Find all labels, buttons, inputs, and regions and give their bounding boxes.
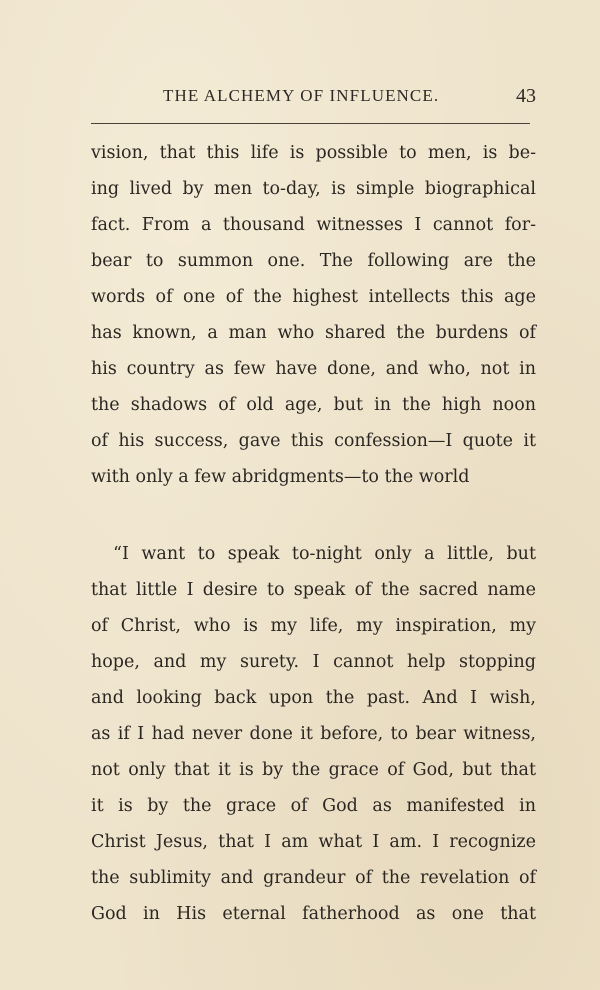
text-line: as if I had never done it before, to bear witness, <box>91 724 536 744</box>
text-line: “I want to speak to-night only a little, but <box>113 544 536 564</box>
text-line: vision, that this life is possible to men, is be- <box>91 143 536 163</box>
text-line: and looking back upon the past. And I wish, <box>91 688 536 708</box>
text-line: has known, a man who shared the burdens of <box>91 323 536 343</box>
text-line: Christ Jesus, that I am what I am. I recognize <box>91 832 536 852</box>
text-line: fact. From a thousand witnesses I cannot for- <box>91 215 536 235</box>
running-title: THE ALCHEMY OF INFLUENCE. <box>163 86 440 105</box>
text-line: words of one of the highest intellects this age <box>91 287 536 307</box>
text-line: not only that it is by the grace of God, but that <box>91 760 536 780</box>
page-number: 43 <box>516 85 536 107</box>
paragraph-2-quotation <box>91 536 536 932</box>
paragraph-1 <box>91 135 536 495</box>
text-line: of Christ, who is my life, my inspiration, my <box>91 616 536 636</box>
text-line: with only a few abridgments—to the world <box>91 467 470 487</box>
text-line: God in His eternal fatherhood as one that <box>91 904 536 924</box>
text-line: hope, and my surety. I cannot help stopping <box>91 652 536 672</box>
text-line: of his success, gave this confession—I quote it <box>91 431 536 451</box>
text-line: the sublimity and grandeur of the revelation of <box>91 868 536 888</box>
text-line: the shadows of old age, but in the high noon <box>91 395 536 415</box>
header-rule <box>91 123 530 124</box>
text-line: that little I desire to speak of the sacred name <box>91 580 536 600</box>
text-line: ing lived by men to-day, is simple biographical <box>91 179 536 199</box>
text-line: it is by the grace of God as manifested in <box>91 796 536 816</box>
running-head <box>91 86 536 116</box>
text-line: his country as few have done, and who, not in <box>91 359 536 379</box>
text-line: bear to summon one. The following are the <box>91 251 536 271</box>
